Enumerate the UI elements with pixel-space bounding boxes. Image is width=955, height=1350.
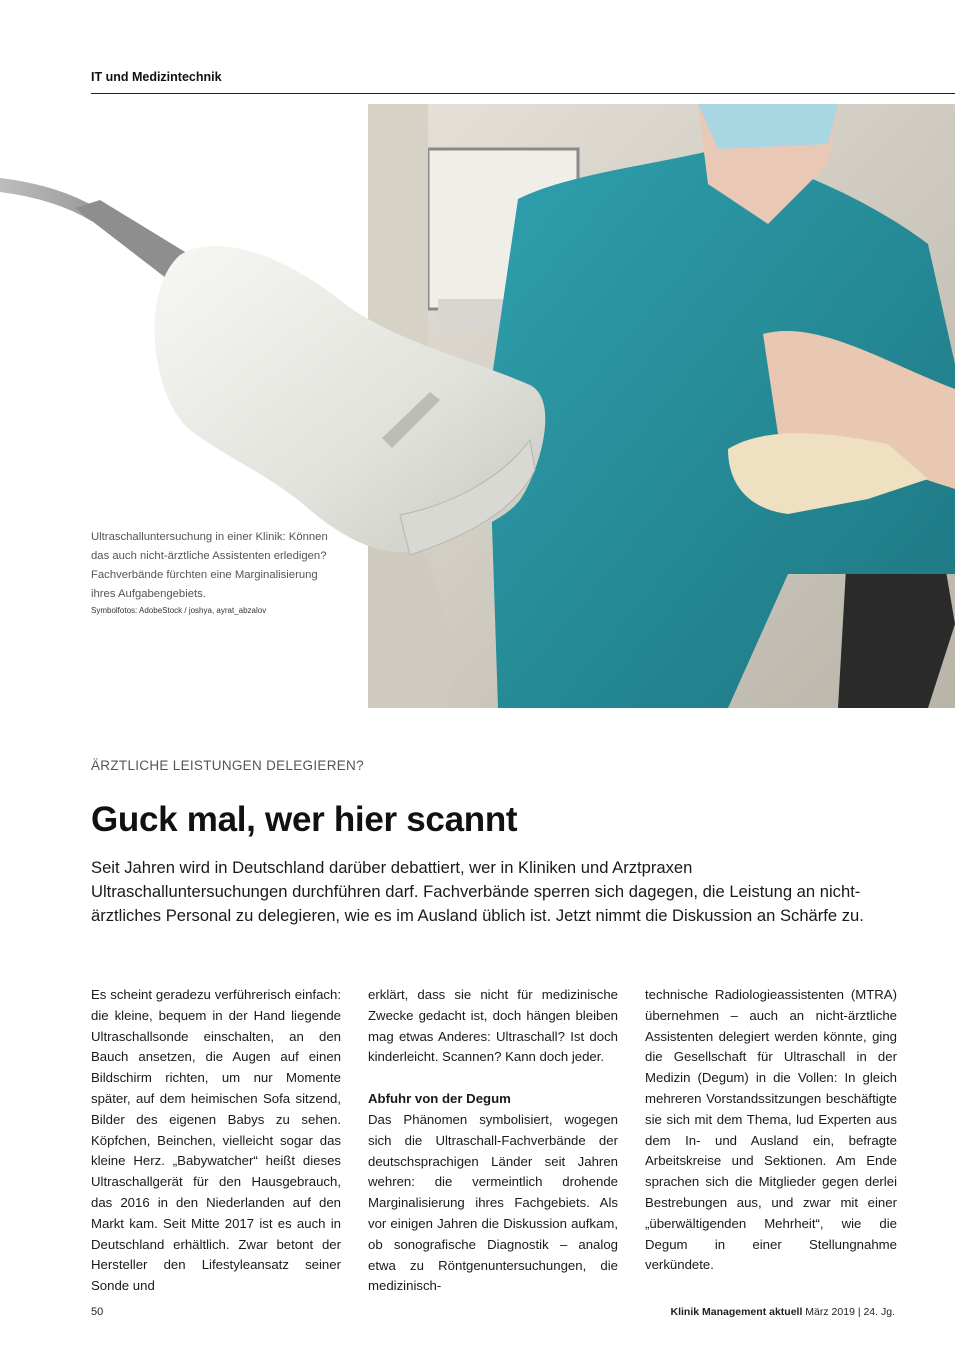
header-rule bbox=[91, 93, 955, 94]
body-paragraph: erklärt, dass sie nicht für medizinische Zwecke gedacht ist, doch hängen bleiben mag etwas Anderes: Ultraschall? Ist doch kinderleicht. Scannen? Kann doch jeder. bbox=[368, 987, 618, 1065]
body-column-1 bbox=[91, 985, 341, 1297]
figure-caption: Ultraschalluntersuchung in einer Klinik: Können das auch nicht-ärztliche Assistenten erledigen? Fachverbände fürchten eine Marginalisierung ihres Aufgabengebiets. bbox=[91, 531, 328, 600]
article-lead: Seit Jahren wird in Deutschland darüber debattiert, wer in Kliniken und Arztpraxen Ultraschalluntersuchungen durchführen darf. Fachverbände sperren sich dagegen, die Leistung an nicht-ärztliches Personal zu delegieren, wie es im Ausland üblich ist. Jetzt nimmt die Diskussion an Schärfe zu. bbox=[91, 858, 864, 925]
section-label: IT und Medizintechnik bbox=[91, 70, 222, 84]
body-column-2 bbox=[368, 985, 618, 1297]
article-headline: Guck mal, wer hier scannt bbox=[91, 800, 518, 839]
issue-info: März 2019 | 24. Jg. bbox=[805, 1306, 895, 1318]
body-paragraph: Es scheint geradezu verführerisch einfach: die kleine, bequem in der Hand liegende Ultraschallsonde einschalten, an den Bauch ansetzen, die Augen auf einen Bildschirm richten, um nur Momente später, auf dem heimischen Sofa sitzend, Bilder des eigenen Babys zu sehen. Köpfchen, Beinchen, vielleicht sogar das kleine Herz. „Babywatcher“ heißt dieses Ultraschallgerät für den Hausgebrauch, das 2016 in den Niederlanden auf den Markt kam. Seit Mitte 2017 ist es auch in Deutschland erhältlich. Zwar betont der Hersteller den Lifestyleansatz seiner Sonde und bbox=[91, 987, 341, 1294]
section-subhead: Abfuhr von der Degum bbox=[368, 1091, 511, 1107]
article-kicker: ÄRZTLICHE LEISTUNGEN DELEGIEREN? bbox=[91, 758, 364, 773]
footer-publication bbox=[671, 1306, 896, 1318]
photo-credit: Symbolfotos: AdobeStock / joshya, ayrat_abzalov bbox=[91, 606, 267, 615]
body-column-3 bbox=[645, 985, 897, 1276]
page-number: 50 bbox=[91, 1306, 104, 1318]
body-paragraph: Das Phänomen symbolisiert, wogegen sich die Ultraschall-Fachverbände der deutschsprachigen Länder seit Jahren wehren: die vermeintlich drohende Marginalisierung ihres Fachgebiets. Als vor einigen Jahren die Diskussion aufkam, ob sonografische Diagnostik – analog etwa zu Röntgenuntersuchungen, die medizinisch- bbox=[368, 1111, 618, 1294]
body-paragraph: technische Radiologieassistenten (MTRA) übernehmen – auch an nicht-ärztliche Assistenten delegiert werden könnte, ging die Gesellschaft für Ultraschall in der Medizin (Degum) in die Vollen: In gleich mehreren Vorstandssitzungen beschäftigte sie sich mit dem Thema, lud Experten aus dem In- und Ausland ein, befragte Arbeitskreise und Sektionen. Am Ende sprachen sich die Mitglieder gegen derlei Bestrebungen aus, und zwar mit einer „überwältigenden Mehrheit“, wie die Degum in einer Stellungnahme verkündete. bbox=[645, 987, 897, 1273]
ultrasound-probe-illustration bbox=[0, 170, 560, 570]
magazine-name: Klinik Management aktuell bbox=[670, 1306, 803, 1318]
